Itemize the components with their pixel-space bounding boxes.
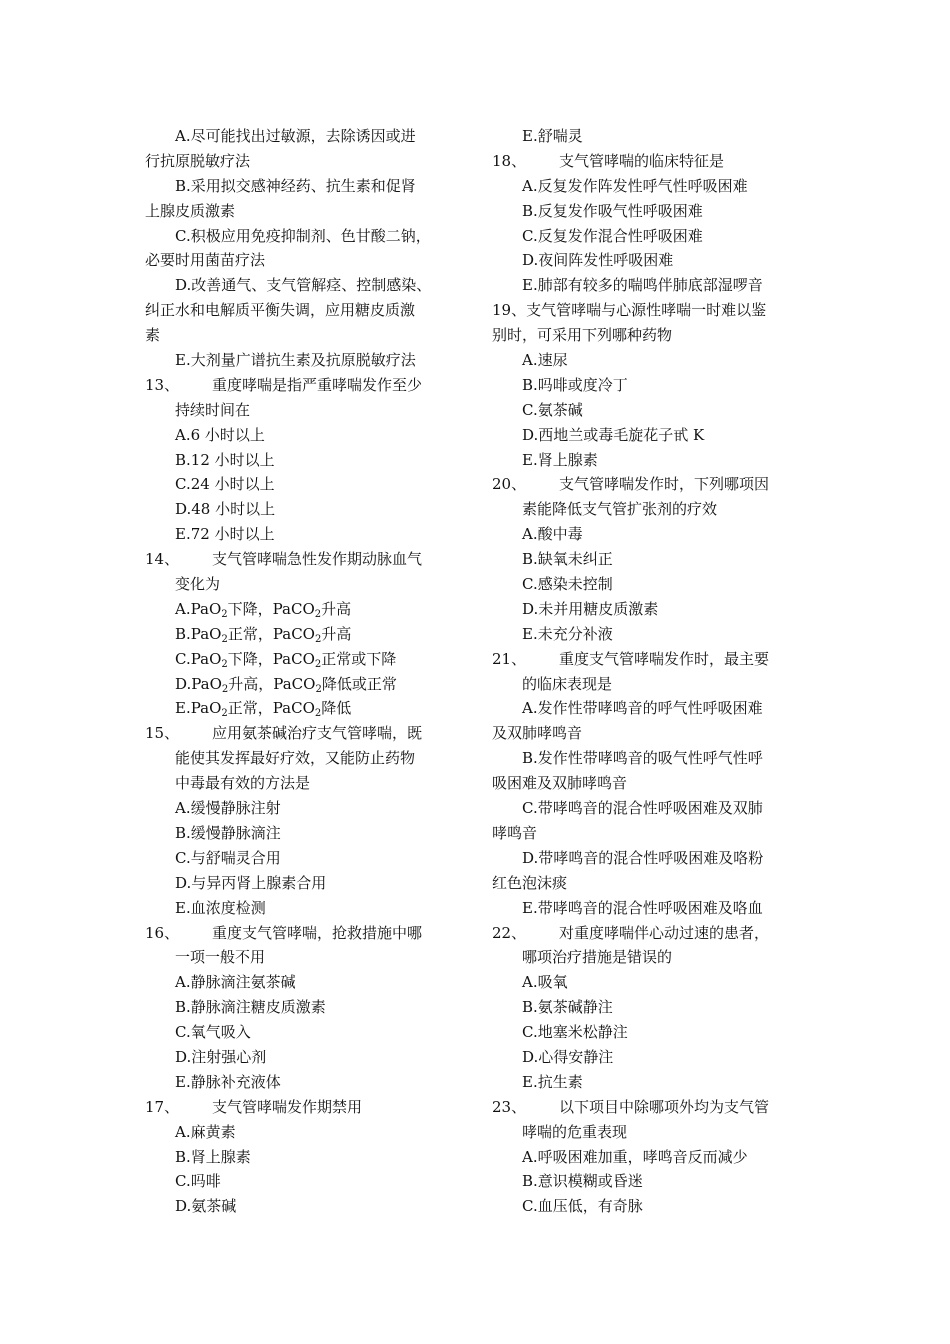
q15-stem-line3: 中毒最有效的方法是 xyxy=(175,774,311,793)
q12-option-b-line1: B.采用拟交感神经药、抗生素和促肾 xyxy=(175,176,416,195)
q14-option xyxy=(145,622,465,647)
option-text: D.PaO xyxy=(175,674,222,693)
subscript: 2 xyxy=(314,708,322,720)
q18-option: A.反复发作阵发性呼气性呼吸困难 xyxy=(522,176,748,195)
q21-stem-line1 xyxy=(492,647,810,672)
q16-option: D.注射强心剂 xyxy=(175,1047,267,1066)
q23-option: C.血压低，有奇脉 xyxy=(522,1197,643,1216)
q19-option: B.吗啡或度冷丁 xyxy=(522,375,628,394)
subscript: 2 xyxy=(314,608,322,620)
subscript: 2 xyxy=(314,658,322,670)
q16-stem-line1 xyxy=(145,921,465,946)
q19-option: C.氨茶碱 xyxy=(522,400,583,419)
q16-option: C.氧气吸入 xyxy=(175,1023,251,1042)
q23-option: B.意识模糊或昏迷 xyxy=(522,1172,643,1191)
option-text: 升高，PaCO xyxy=(228,674,316,693)
q15-option: E.血浓度检测 xyxy=(175,898,266,917)
q12-option-d-line3: 素 xyxy=(145,326,161,345)
option-text: 降低或正常 xyxy=(321,674,397,693)
q12-option-a-line2: 行抗原脱敏疗法 xyxy=(145,151,251,170)
question-stem: 重度哮喘是指严重哮喘发作至少 xyxy=(212,375,423,394)
question-number: 21、 xyxy=(492,649,527,668)
option-text: 下降，PaCO xyxy=(227,599,315,618)
q13-option: E.72 小时以上 xyxy=(175,525,275,544)
q23-option: A.呼吸困难加重，哮鸣音反而减少 xyxy=(522,1147,748,1166)
q12-option-c-line1: C.积极应用免疫抑制剂、色甘酸二钠， xyxy=(175,226,431,245)
question-number: 22、 xyxy=(492,923,527,942)
q16-option: E.静脉补充液体 xyxy=(175,1072,281,1091)
left-column xyxy=(145,124,465,1219)
q19-option: A.速尿 xyxy=(522,351,568,370)
subscript: 2 xyxy=(221,658,228,670)
q18-stem-line1 xyxy=(492,149,810,174)
q15-option: D.与异丙肾上腺素合用 xyxy=(175,873,327,892)
q21-option-b-line2: 吸困难及双肺哮鸣音 xyxy=(492,774,628,793)
q12-option-a-line1: A.尽可能找出过敏源，去除诱因或进 xyxy=(175,127,416,145)
q13-stem-line1 xyxy=(145,373,465,398)
option-text: 下降，PaCO xyxy=(227,649,315,668)
q14-stem-line2: 变化为 xyxy=(175,575,221,594)
subscript: 2 xyxy=(314,633,322,645)
question-number: 15、 xyxy=(145,724,180,743)
q21-stem-line2: 的临床表现是 xyxy=(522,674,613,693)
q21-option-a-line1: A.发作性带哮鸣音的呼气性呼吸困难 xyxy=(522,699,763,718)
q21-option-d-line1: D.带哮鸣音的混合性呼吸困难及咯粉 xyxy=(522,848,764,867)
question-stem: 支气管哮喘发作时，下列哪项因 xyxy=(559,475,770,494)
q16-option: B.静脉滴注糖皮质激素 xyxy=(175,998,326,1017)
q20-option: E.未充分补液 xyxy=(522,624,613,643)
q13-option: C.24 小时以上 xyxy=(175,475,275,494)
q15-stem-line1 xyxy=(145,721,465,746)
q19-option: E.肾上腺素 xyxy=(522,450,598,469)
q22-option: C.地塞米松静注 xyxy=(522,1023,628,1042)
option-text: 正常，PaCO xyxy=(227,624,315,643)
q12-option-e: E.大剂量广谱抗生素及抗原脱敏疗法 xyxy=(175,351,416,370)
q22-option: B.氨茶碱静注 xyxy=(522,998,613,1017)
q20-option: C.感染未控制 xyxy=(522,575,613,594)
option-text: 正常，PaCO xyxy=(227,699,315,718)
q18-option: C.反复发作混合性呼吸困难 xyxy=(522,226,703,245)
q14-option xyxy=(145,672,465,697)
q18-option: D.夜间阵发性呼吸困难 xyxy=(522,251,674,270)
q20-stem-line1 xyxy=(492,472,810,497)
q18-option: B.反复发作吸气性呼吸困难 xyxy=(522,201,703,220)
q14-option xyxy=(145,597,465,622)
q16-stem-line2: 一项一般不用 xyxy=(175,948,266,967)
option-text: 升高 xyxy=(321,599,352,618)
q17-option: D.氨茶碱 xyxy=(175,1197,237,1216)
q14-option xyxy=(145,647,465,672)
option-text: E.PaO xyxy=(175,699,222,718)
q19-stem-line2: 别时，可采用下列哪种药物 xyxy=(492,326,673,345)
q17-option: B.肾上腺素 xyxy=(175,1147,251,1166)
subscript: 2 xyxy=(221,608,228,620)
option-text: C.PaO xyxy=(175,649,222,668)
question-number: 23、 xyxy=(492,1097,527,1116)
q17-option-e: E.舒喘灵 xyxy=(522,127,583,145)
question-stem: 对重度哮喘伴心动过速的患者， xyxy=(559,923,770,942)
question-number: 14、 xyxy=(145,550,180,569)
question-number: 13、 xyxy=(145,375,180,394)
q12-option-d-line2: 纠正水和电解质平衡失调，应用糖皮质激 xyxy=(145,301,416,320)
q13-option: A.6 小时以上 xyxy=(175,425,265,444)
q23-stem-line1 xyxy=(492,1095,810,1120)
q21-option-a-line2: 及双肺哮鸣音 xyxy=(492,724,583,743)
option-text: 降低 xyxy=(321,699,352,718)
option-text: 正常或下降 xyxy=(321,649,397,668)
question-number: 18、 xyxy=(492,151,527,170)
q16-option: A.静脉滴注氨茶碱 xyxy=(175,973,296,992)
q19-option: D.西地兰或毒毛旋花子甙 K xyxy=(522,425,705,444)
q12-option-d-line1: D.改善通气、支气管解痉、控制感染、 xyxy=(175,276,432,295)
q21-option-e: E.带哮鸣音的混合性呼吸困难及咯血 xyxy=(522,898,763,917)
q22-stem-line1 xyxy=(492,921,810,946)
question-stem: 重度支气管哮喘，抢救措施中哪 xyxy=(212,923,423,942)
q13-option: B.12 小时以上 xyxy=(175,450,275,469)
q22-option: D.心得安静注 xyxy=(522,1047,614,1066)
question-number: 16、 xyxy=(145,923,180,942)
q14-option xyxy=(145,696,465,721)
question-number: 20、 xyxy=(492,475,527,494)
q12-option-c-line2: 必要时用菌苗疗法 xyxy=(145,251,266,270)
q21-option-d-line2: 红色泡沫痰 xyxy=(492,873,568,892)
subscript: 2 xyxy=(221,683,229,695)
question-stem: 支气管哮喘发作期禁用 xyxy=(212,1097,363,1116)
q20-stem-line2: 素能降低支气管扩张剂的疗效 xyxy=(522,500,718,519)
q13-option: D.48 小时以上 xyxy=(175,500,276,519)
subscript: 2 xyxy=(221,633,228,645)
subscript: 2 xyxy=(315,683,322,695)
question-stem: 应用氨茶碱治疗支气管哮喘，既 xyxy=(212,724,423,743)
q15-option: C.与舒喘灵合用 xyxy=(175,848,281,867)
q15-stem-line2: 能使其发挥最好疗效，又能防止药物 xyxy=(175,749,416,768)
q20-option: D.未并用糖皮质激素 xyxy=(522,599,659,618)
q23-stem-line2: 哮喘的危重表现 xyxy=(522,1122,628,1141)
q20-option: B.缺氧未纠正 xyxy=(522,550,613,569)
right-column xyxy=(492,124,810,1219)
q21-option-c-line1: C.带哮鸣音的混合性呼吸困难及双肺 xyxy=(522,799,763,818)
q17-stem-line1 xyxy=(145,1095,465,1120)
q13-stem-line2: 持续时间在 xyxy=(175,400,251,419)
question-number: 17、 xyxy=(145,1097,180,1116)
q14-stem-line1 xyxy=(145,547,465,572)
q18-option: E.肺部有较多的喘鸣伴肺底部湿啰音 xyxy=(522,276,763,295)
option-text: A.PaO xyxy=(175,599,222,618)
question-stem: 以下项目中除哪项外均为支气管 xyxy=(559,1097,770,1116)
q15-option: A.缓慢静脉注射 xyxy=(175,799,281,818)
q22-option: E.抗生素 xyxy=(522,1072,583,1091)
question-stem: 重度支气管哮喘发作时，最主要 xyxy=(559,649,770,668)
q17-option: A.麻黄素 xyxy=(175,1122,236,1141)
q15-option: B.缓慢静脉滴注 xyxy=(175,823,281,842)
q21-option-b-line1: B.发作性带哮鸣音的吸气性呼气性呼 xyxy=(522,749,763,768)
q22-option: A.吸氧 xyxy=(522,973,568,992)
q17-option: C.吗啡 xyxy=(175,1172,221,1191)
question-stem: 支气管哮喘的临床特征是 xyxy=(559,151,725,170)
question-stem: 支气管哮喘急性发作期动脉血气 xyxy=(212,550,423,569)
q22-stem-line2: 哪项治疗措施是错误的 xyxy=(522,948,673,967)
q12-option-b-line2: 上腺皮质激素 xyxy=(145,201,236,220)
q19-stem-line1: 19、支气管哮喘与心源性哮喘一时难以鉴 xyxy=(492,301,767,320)
option-text: B.PaO xyxy=(175,624,222,643)
option-text: 升高 xyxy=(321,624,352,643)
q21-option-c-line2: 哮鸣音 xyxy=(492,823,538,842)
subscript: 2 xyxy=(221,708,228,720)
q20-option: A.酸中毒 xyxy=(522,525,583,544)
